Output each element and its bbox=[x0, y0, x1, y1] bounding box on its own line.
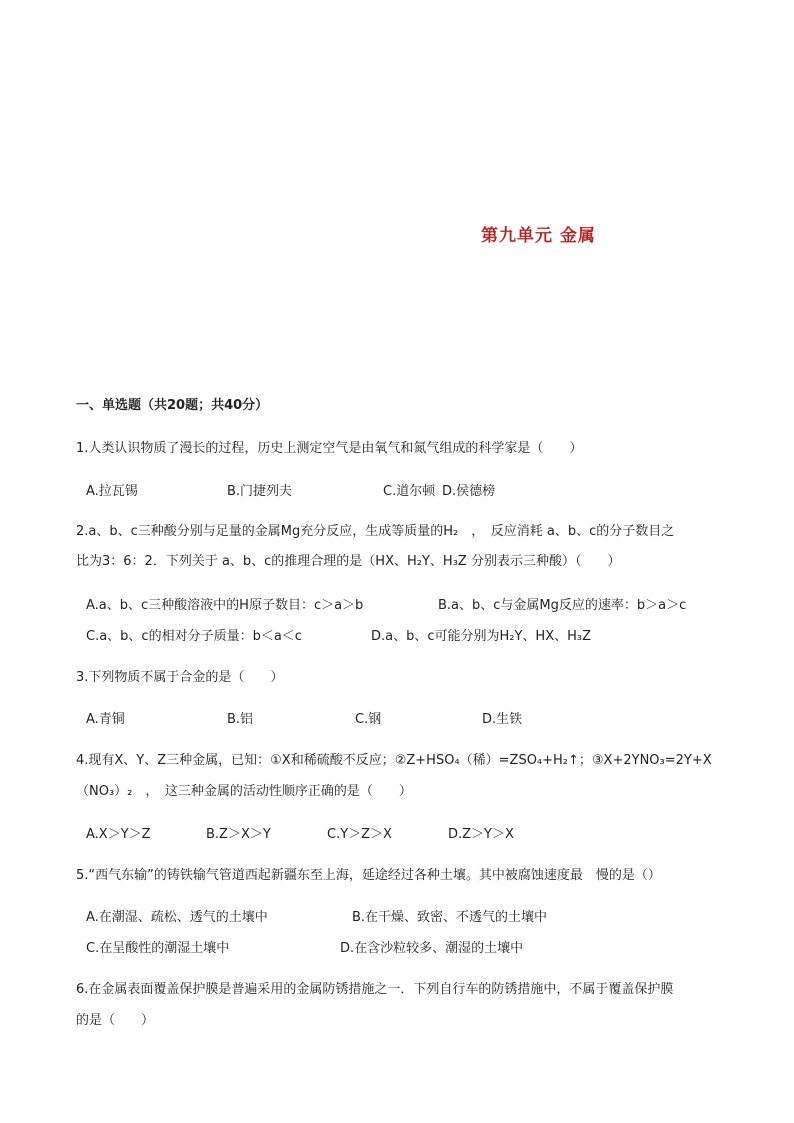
question-3-option-d: D.生铁 bbox=[482, 712, 523, 727]
question-4-option-b: B.Z＞X＞Y bbox=[206, 827, 271, 842]
question-5-option-a: A.在潮湿、疏松、透气的土壤中 bbox=[86, 910, 268, 925]
document-title: 第九单元 金属 bbox=[481, 226, 596, 246]
question-1-option-a: A.拉瓦锡 bbox=[86, 484, 138, 499]
question-5-option-b: B.在干燥、致密、不透气的土壤中 bbox=[352, 910, 548, 925]
question-6-stem-line-2: 的是（ ） bbox=[76, 1013, 155, 1028]
question-1-stem: 1.人类认识物质了漫长的过程，历史上测定空气是由氧气和氮气组成的科学家是（ ） bbox=[76, 441, 583, 456]
question-6-stem-line-1: 6.在金属表面覆盖保护膜是普遍采用的金属防锈措施之一．下列自行车的防锈措施中，不属于覆盖保护膜 bbox=[76, 982, 674, 997]
question-2-option-b: B.a、b、c与金属Mg反应的速率：b＞a＞c bbox=[438, 598, 687, 613]
question-5-option-c: C.在呈酸性的潮湿土壤中 bbox=[86, 941, 230, 956]
question-4-option-a: A.X＞Y＞Z bbox=[86, 827, 151, 842]
question-2-option-c: C.a、b、c的相对分子质量：b＜a＜c bbox=[86, 629, 302, 644]
question-1-option-d: D.侯德榜 bbox=[442, 484, 496, 499]
question-5-stem: 5.“西气东输”的铸铁输气管道西起新疆东至上海，延途经过各种土壤。其中被腐蚀速度最 慢的是（） bbox=[76, 868, 661, 883]
question-3-stem: 3.下列物质不属于合金的是（ ） bbox=[76, 670, 284, 685]
section-heading: 一、单选题（共20题；共40分） bbox=[76, 398, 269, 413]
question-2-option-a: A.a、b、c三种酸溶液中的H原子数目：c＞a＞b bbox=[86, 598, 364, 613]
question-3-option-a: A.青铜 bbox=[86, 712, 125, 727]
question-3-option-b: B.铝 bbox=[227, 712, 254, 727]
question-4-option-c: C.Y＞Z＞X bbox=[327, 827, 392, 842]
question-4-option-d: D.Z＞Y＞X bbox=[448, 827, 514, 842]
question-5-option-d: D.在含沙粒较多、潮湿的土壤中 bbox=[340, 941, 524, 956]
question-2-option-d: D.a、b、c可能分别为H₂Y、HX、H₃Z bbox=[371, 629, 592, 644]
question-3-option-c: C.钢 bbox=[355, 712, 382, 727]
question-2-stem-line-2: 比为3：6：2．下列关于 a、b、c的推理合理的是（HX、H₂Y、H₃Z 分别表示三种酸）（ ） bbox=[76, 554, 621, 569]
question-4-stem-line-1: 4.现有X、Y、Z三种金属，已知：①X和稀硫酸不反应；②Z+HSO₄（稀）=ZSO₄+H₂↑；③X+2YNO₃=2Y+X bbox=[76, 753, 712, 768]
question-1-option-c: C.道尔顿 bbox=[383, 484, 436, 499]
question-1-option-b: B.门捷列夫 bbox=[227, 484, 293, 499]
question-2-stem-line-1: 2.a、b、c三种酸分别与足量的金属Mg充分反应，生成等质量的H₂ ， 反应消耗 a、b、c的分子数目之 bbox=[76, 524, 675, 539]
question-4-stem-line-2: （NO₃）₂ ， 这三种金属的活动性顺序正确的是（ ） bbox=[76, 784, 412, 799]
